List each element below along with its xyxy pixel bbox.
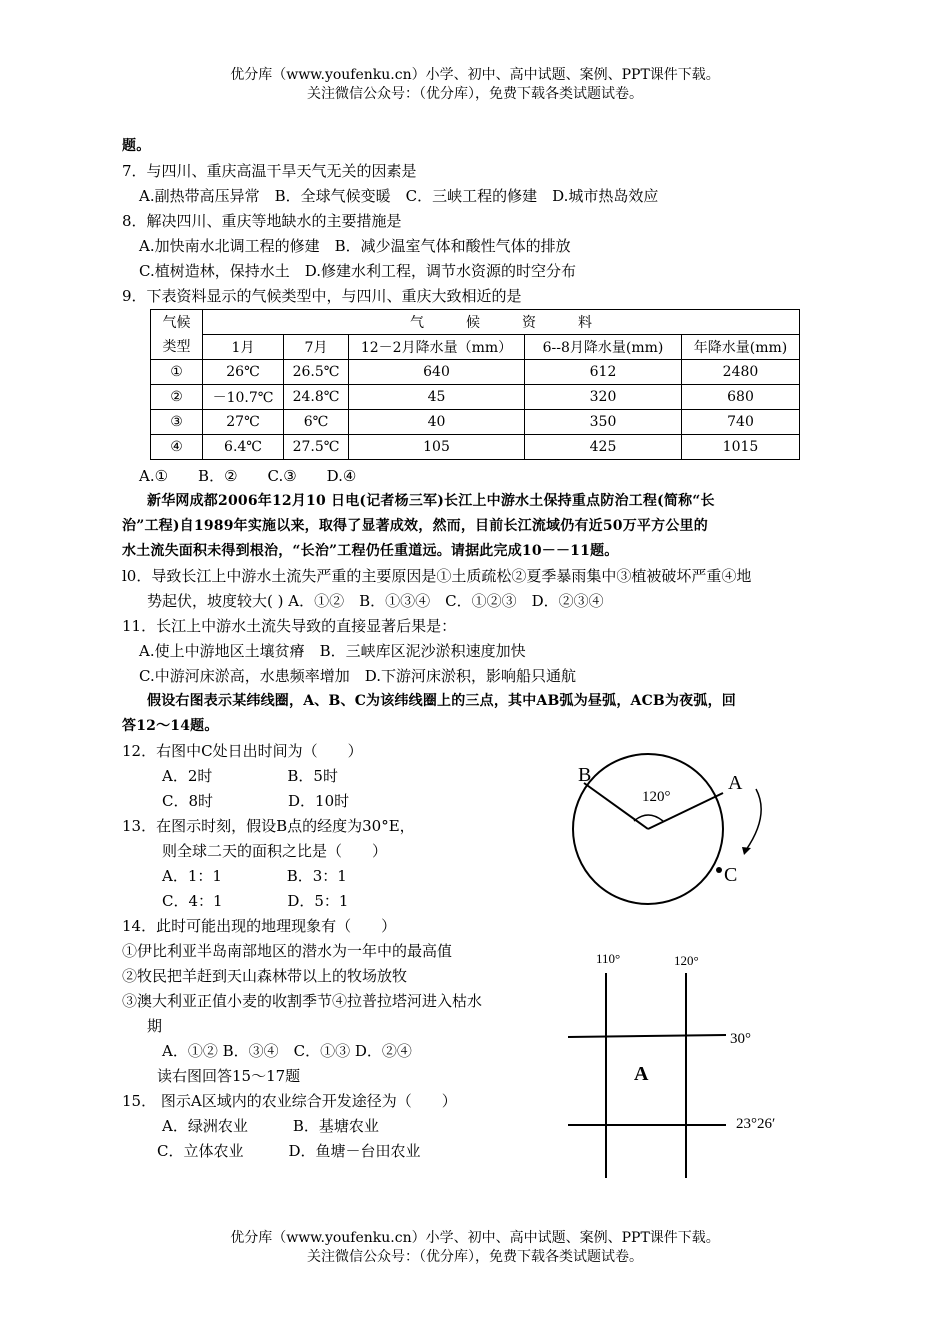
table-row: ① 26℃ 26.5℃ 640 612 2480 (151, 360, 800, 385)
table-header-jul: 7月 (284, 335, 349, 360)
radius-b (584, 783, 648, 829)
question-8-options-ab: A.加快南水北调工程的修建 B．减少温室气体和酸性气体的排放 (139, 237, 571, 255)
area-a-label: A (634, 1063, 649, 1085)
climate-table (150, 309, 800, 460)
news-line-1: 新华网成都2006年12月10 日电(记者杨三军)长江上中游水土保持重点防治工程(简称“长 (147, 493, 715, 509)
question-9: 9．下表资料显示的气候类型中，与四川、重庆大致相近的是 (122, 287, 522, 305)
question-7-options: A.副热带高压异常 B．全球气候变暖 C．三峡工程的修建 D.城市热岛效应 (139, 187, 659, 205)
rotation-arrowhead (742, 847, 751, 855)
question-12-options-ab: A．2时 B．5时 (162, 767, 338, 785)
table-row: ② －10.7℃ 24.8℃ 45 320 680 (151, 385, 800, 410)
point-a-label: A (728, 772, 743, 794)
lat-lon-grid-figure (560, 945, 800, 1185)
question-14-options: A．①② B．③④ C．①③ D．②④ (162, 1042, 412, 1060)
table-header-p12: 12－2月降水量（mm） (349, 335, 525, 360)
header-line-2: 关注微信公众号：（优分库），免费下载各类试题试卷。 (307, 86, 643, 102)
table-row: ③ 27℃ 6℃ 40 350 740 (151, 410, 800, 435)
lon-110-label: 110° (596, 951, 621, 966)
lat-30-label: 30° (730, 1031, 751, 1047)
question-15: 15． 图示A区域内的农业综合开发途径为（ ） (122, 1092, 457, 1110)
point-c-dot (716, 867, 722, 873)
question-14-item-1: ①伊比利亚半岛南部地区的潜水为一年中的最高值 (122, 942, 453, 960)
question-11-options-cd: C.中游河床淤高，水患频率增加 D.下游河床淤积，影响船只通航 (139, 667, 576, 685)
question-11-options-ab: A.使上中游地区土壤贫瘠 B．三峡库区泥沙淤积速度加快 (139, 642, 526, 660)
intro-line-1: 假设右图表示某纬线圈，A、B、C为该纬线圈上的三点，其中AB弧为昼弧，ACB为夜弧，回 (147, 693, 736, 709)
lat-tropic-label: 23°26′ (736, 1116, 776, 1132)
text-line: 题。 (122, 138, 151, 154)
question-15-options-cd: C．立体农业 D．鱼塘－台田农业 (157, 1142, 421, 1160)
question-13-options-ab: A．1：1 B．3：1 (162, 867, 347, 885)
question-15-options-ab: A．绿洲农业 B．基塘农业 (162, 1117, 379, 1135)
footer-line-1: 优分库（www.youfenku.cn）小学、初中、高中试题、案例、PPT课件下载。 (230, 1230, 720, 1246)
rotation-arrow (746, 789, 761, 850)
question-12-options-cd: C．8时 D．10时 (162, 792, 350, 810)
question-14: 14．此时可能出现的地理现象有（ ） (122, 917, 397, 935)
question-11: 11．长江上中游水土流失导致的直接显著后果是： (122, 617, 457, 635)
news-line-3: 水土流失面积未得到根治，“长治”工程仍任重道远。请据此完成10－－11题。 (122, 543, 619, 559)
header-line-1: 优分库（www.youfenku.cn）小学、初中、高中试题、案例、PPT课件下载。 (230, 67, 720, 83)
question-10: l0．导致长江上中游水土流失严重的主要原因是①土质疏松②夏季暴雨集中③植被破坏严重④地 (122, 567, 752, 585)
question-14-item-3-cont: 期 (147, 1017, 163, 1035)
point-c-label: C (724, 864, 738, 886)
lon-120-label: 120° (674, 953, 699, 968)
question-9-options: A.① B．② C.③ D.④ (139, 467, 357, 485)
question-8-options-cd: C.植树造林，保持水土 D.修建水利工程，调节水资源的时空分布 (139, 262, 576, 280)
table-header-annual: 年降水量(mm) (682, 335, 800, 360)
question-7: 7．与四川、重庆高温干旱天气无关的因素是 (122, 162, 417, 180)
news-line-2: 治”工程)自1989年实施以来，取得了显著成效，然而，目前长江流域仍有近50万平方公里的 (122, 518, 708, 534)
question-14-item-3: ③澳大利亚正值小麦的收割季节④拉普拉塔河进入枯水 (122, 992, 483, 1010)
point-b-label: B (578, 764, 592, 786)
footer-line-2: 关注微信公众号：（优分库），免费下载各类试题试卷。 (307, 1249, 643, 1265)
table-row: ④ 6.4℃ 27.5℃ 105 425 1015 (151, 435, 800, 460)
parallel-30 (568, 1035, 726, 1037)
table-header-data: 气 候 资 料 (203, 310, 800, 335)
table-header-p68: 6--8月降水量(mm) (525, 335, 682, 360)
intro-line-2: 答12～14题。 (122, 718, 219, 734)
read-instruction: 读右图回答15～17题 (157, 1067, 301, 1085)
latitude-circle-figure (560, 755, 780, 905)
angle-arc (634, 815, 663, 821)
question-12: 12．右图中C处日出时间为（ ） (122, 742, 363, 760)
table-header-type: 气候 类型 (151, 310, 203, 360)
question-13-line-2: 则全球二天的面积之比是（ ） (162, 842, 388, 860)
question-13-options-cd: C．4：1 D．5：1 (162, 892, 349, 910)
table-header-jan: 1月 (203, 335, 284, 360)
question-8: 8．解决四川、重庆等地缺水的主要措施是 (122, 212, 402, 230)
angle-label: 120° (642, 789, 671, 805)
question-10-options: 势起伏，坡度较大( ) A．①② B．①③④ C．①②③ D．②③④ (147, 592, 604, 610)
question-14-item-2: ②牧民把羊赶到天山森林带以上的牧场放牧 (122, 967, 408, 985)
question-13: 13．在图示时刻，假设B点的经度为30°E， (122, 817, 415, 835)
